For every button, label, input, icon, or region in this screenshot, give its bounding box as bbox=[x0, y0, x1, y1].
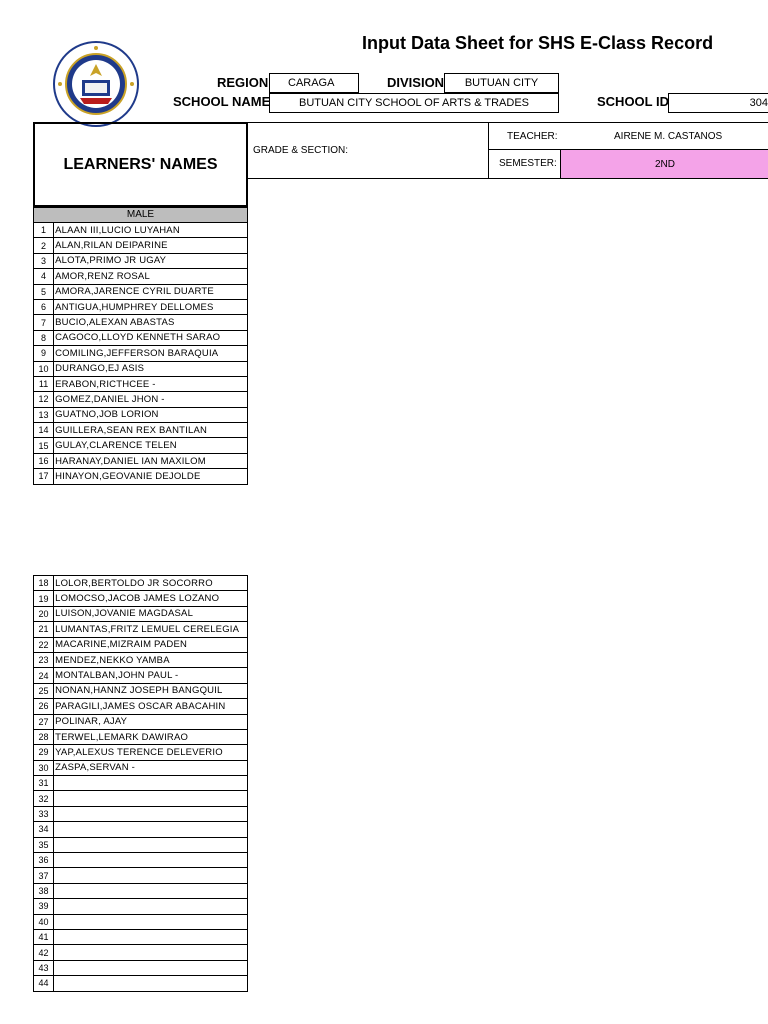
learner-name-cell[interactable] bbox=[54, 976, 248, 991]
row-number: 13 bbox=[34, 407, 54, 422]
semester-field[interactable]: 2ND bbox=[560, 150, 768, 178]
learner-name-cell[interactable]: ALOTA,PRIMO JR UGAY bbox=[54, 253, 248, 268]
row-number: 11 bbox=[34, 376, 54, 391]
row-number: 19 bbox=[34, 591, 54, 606]
learner-name-cell[interactable]: CAGOCO,LLOYD KENNETH SARAO bbox=[54, 330, 248, 345]
learner-name-cell[interactable]: ALAN,RILAN DEIPARINE bbox=[54, 238, 248, 253]
row-number: 16 bbox=[34, 453, 54, 468]
table-row bbox=[34, 622, 248, 637]
row-number: 40 bbox=[34, 914, 54, 929]
table-row bbox=[34, 576, 248, 591]
row-number: 38 bbox=[34, 883, 54, 898]
row-number: 9 bbox=[34, 346, 54, 361]
learner-name-cell[interactable] bbox=[54, 945, 248, 960]
row-number: 21 bbox=[34, 622, 54, 637]
learner-name-cell[interactable] bbox=[54, 853, 248, 868]
row-number: 20 bbox=[34, 606, 54, 621]
row-number: 31 bbox=[34, 776, 54, 791]
learner-name-cell[interactable]: MENDEZ,NEKKO YAMBA bbox=[54, 652, 248, 667]
row-number: 10 bbox=[34, 361, 54, 376]
semester-label: SEMESTER: bbox=[499, 158, 557, 169]
learner-name-cell[interactable]: ERABON,RICTHCEE - bbox=[54, 376, 248, 391]
table-row bbox=[34, 223, 248, 238]
table-row bbox=[34, 652, 248, 667]
learner-name-cell[interactable] bbox=[54, 791, 248, 806]
table-row bbox=[34, 330, 248, 345]
deped-seal-icon bbox=[52, 40, 140, 128]
row-number: 18 bbox=[34, 576, 54, 591]
learner-name-cell[interactable]: GUILLERA,SEAN REX BANTILAN bbox=[54, 423, 248, 438]
row-number: 22 bbox=[34, 637, 54, 652]
row-number: 35 bbox=[34, 837, 54, 852]
learner-name-cell[interactable]: ALAAN III,LUCIO LUYAHAN bbox=[54, 223, 248, 238]
table-row bbox=[34, 976, 248, 991]
row-number: 33 bbox=[34, 806, 54, 821]
table-row bbox=[34, 668, 248, 683]
row-number: 2 bbox=[34, 238, 54, 253]
row-number: 5 bbox=[34, 284, 54, 299]
learner-name-cell[interactable]: HINAYON,GEOVANIE DEJOLDE bbox=[54, 469, 248, 484]
teacher-field[interactable]: AIRENE M. CASTANOS bbox=[614, 131, 723, 142]
table-row bbox=[34, 806, 248, 821]
row-number: 26 bbox=[34, 699, 54, 714]
table-row bbox=[34, 284, 248, 299]
learner-name-cell[interactable] bbox=[54, 776, 248, 791]
learner-name-cell[interactable]: AMOR,RENZ ROSAL bbox=[54, 269, 248, 284]
table-row bbox=[34, 423, 248, 438]
teacher-row bbox=[488, 122, 768, 150]
male-learners-table-1 bbox=[33, 222, 248, 485]
learner-name-cell[interactable]: YAP,ALEXUS TERENCE DELEVERIO bbox=[54, 745, 248, 760]
table-row bbox=[34, 299, 248, 314]
school-id-field[interactable]: 304 bbox=[668, 93, 768, 113]
division-label: DIVISION bbox=[387, 75, 445, 90]
table-row bbox=[34, 914, 248, 929]
learner-name-cell[interactable]: MONTALBAN,JOHN PAUL - bbox=[54, 668, 248, 683]
row-number: 41 bbox=[34, 929, 54, 944]
row-number: 36 bbox=[34, 853, 54, 868]
region-label: REGION bbox=[217, 75, 269, 90]
row-number: 3 bbox=[34, 253, 54, 268]
table-row bbox=[34, 699, 248, 714]
learner-name-cell[interactable]: LOMOCSO,JACOB JAMES LOZANO bbox=[54, 591, 248, 606]
row-number: 28 bbox=[34, 729, 54, 744]
learner-name-cell[interactable] bbox=[54, 929, 248, 944]
row-number: 23 bbox=[34, 652, 54, 667]
table-row bbox=[34, 760, 248, 775]
teacher-label: TEACHER: bbox=[507, 131, 558, 142]
table-row bbox=[34, 346, 248, 361]
row-number: 34 bbox=[34, 822, 54, 837]
learner-name-cell[interactable]: COMILING,JEFFERSON BARAQUIA bbox=[54, 346, 248, 361]
male-learners-table-2 bbox=[33, 575, 248, 992]
table-row bbox=[34, 883, 248, 898]
table-row bbox=[34, 392, 248, 407]
school-name-label: SCHOOL NAME bbox=[173, 94, 271, 109]
row-number: 17 bbox=[34, 469, 54, 484]
row-number: 6 bbox=[34, 299, 54, 314]
row-number: 1 bbox=[34, 223, 54, 238]
table-row bbox=[34, 469, 248, 484]
learner-name-cell[interactable]: DURANGO,EJ ASIS bbox=[54, 361, 248, 376]
row-number: 24 bbox=[34, 668, 54, 683]
table-row bbox=[34, 438, 248, 453]
row-number: 44 bbox=[34, 976, 54, 991]
row-number: 12 bbox=[34, 392, 54, 407]
row-number: 25 bbox=[34, 683, 54, 698]
learners-names-header: LEARNERS' NAMES bbox=[33, 122, 248, 207]
table-row bbox=[34, 453, 248, 468]
table-row bbox=[34, 960, 248, 975]
row-number: 32 bbox=[34, 791, 54, 806]
division-field[interactable]: BUTUAN CITY bbox=[444, 73, 559, 93]
semester-row bbox=[488, 150, 768, 179]
row-number: 4 bbox=[34, 269, 54, 284]
row-number: 8 bbox=[34, 330, 54, 345]
school-name-field[interactable]: BUTUAN CITY SCHOOL OF ARTS & TRADES bbox=[269, 93, 559, 113]
table-row bbox=[34, 238, 248, 253]
table-row bbox=[34, 945, 248, 960]
learner-name-cell[interactable]: POLINAR, AJAY bbox=[54, 714, 248, 729]
row-number: 30 bbox=[34, 760, 54, 775]
learner-name-cell[interactable] bbox=[54, 899, 248, 914]
row-number: 43 bbox=[34, 960, 54, 975]
table-row bbox=[34, 407, 248, 422]
row-number: 27 bbox=[34, 714, 54, 729]
row-number: 15 bbox=[34, 438, 54, 453]
learner-name-cell[interactable] bbox=[54, 822, 248, 837]
school-id-label: SCHOOL ID bbox=[597, 94, 669, 109]
page-title: Input Data Sheet for SHS E-Class Record bbox=[362, 33, 714, 53]
learner-name-cell[interactable] bbox=[54, 837, 248, 852]
learner-name-cell[interactable]: LUMANTAS,FRITZ LEMUEL CERELEGIA bbox=[54, 622, 248, 637]
learner-name-cell[interactable]: GOMEZ,DANIEL JHON - bbox=[54, 392, 248, 407]
learner-name-cell[interactable]: ANTIGUA,HUMPHREY DELLOMES bbox=[54, 299, 248, 314]
learner-name-cell[interactable]: GUATNO,JOB LORION bbox=[54, 407, 248, 422]
learner-name-cell[interactable]: BUCIO,ALEXAN ABASTAS bbox=[54, 315, 248, 330]
row-number: 37 bbox=[34, 868, 54, 883]
table-row bbox=[34, 683, 248, 698]
learner-name-cell[interactable]: GULAY,CLARENCE TELEN bbox=[54, 438, 248, 453]
table-row bbox=[34, 729, 248, 744]
region-field[interactable]: CARAGA bbox=[269, 73, 359, 93]
learner-name-cell[interactable] bbox=[54, 868, 248, 883]
table-row bbox=[34, 637, 248, 652]
row-number: 14 bbox=[34, 423, 54, 438]
table-row bbox=[34, 591, 248, 606]
table-row bbox=[34, 253, 248, 268]
learner-name-cell[interactable]: MACARINE,MIZRAIM PADEN bbox=[54, 637, 248, 652]
learner-name-cell[interactable] bbox=[54, 960, 248, 975]
table-row bbox=[34, 315, 248, 330]
table-row bbox=[34, 791, 248, 806]
learner-name-cell[interactable] bbox=[54, 806, 248, 821]
table-row bbox=[34, 868, 248, 883]
table-row bbox=[34, 837, 248, 852]
table-row bbox=[34, 776, 248, 791]
grade-section-cell[interactable] bbox=[248, 122, 488, 179]
learner-name-cell[interactable]: PARAGILI,JAMES OSCAR ABACAHIN bbox=[54, 699, 248, 714]
table-row bbox=[34, 929, 248, 944]
row-number: 7 bbox=[34, 315, 54, 330]
learner-name-cell[interactable] bbox=[54, 914, 248, 929]
table-row bbox=[34, 822, 248, 837]
row-number: 39 bbox=[34, 899, 54, 914]
learner-name-cell[interactable]: LUISON,JOVANIE MAGDASAL bbox=[54, 606, 248, 621]
table-row bbox=[34, 376, 248, 391]
male-section-header: MALE bbox=[33, 207, 248, 223]
table-row bbox=[34, 714, 248, 729]
learner-name-cell[interactable]: NONAN,HANNZ JOSEPH BANGQUIL bbox=[54, 683, 248, 698]
table-row bbox=[34, 361, 248, 376]
table-row bbox=[34, 606, 248, 621]
row-number: 29 bbox=[34, 745, 54, 760]
learner-name-cell[interactable]: AMORA,JARENCE CYRIL DUARTE bbox=[54, 284, 248, 299]
table-row bbox=[34, 853, 248, 868]
grade-section-label: GRADE & SECTION: bbox=[253, 145, 349, 156]
table-row bbox=[34, 899, 248, 914]
learner-name-cell[interactable] bbox=[54, 883, 248, 898]
learner-name-cell[interactable]: LOLOR,BERTOLDO JR SOCORRO bbox=[54, 576, 248, 591]
learner-name-cell[interactable]: TERWEL,LEMARK DAWIRAO bbox=[54, 729, 248, 744]
table-row bbox=[34, 269, 248, 284]
learner-name-cell[interactable]: HARANAY,DANIEL IAN MAXILOM bbox=[54, 453, 248, 468]
table-row bbox=[34, 745, 248, 760]
learner-name-cell[interactable]: ZASPA,SERVAN - bbox=[54, 760, 248, 775]
row-number: 42 bbox=[34, 945, 54, 960]
